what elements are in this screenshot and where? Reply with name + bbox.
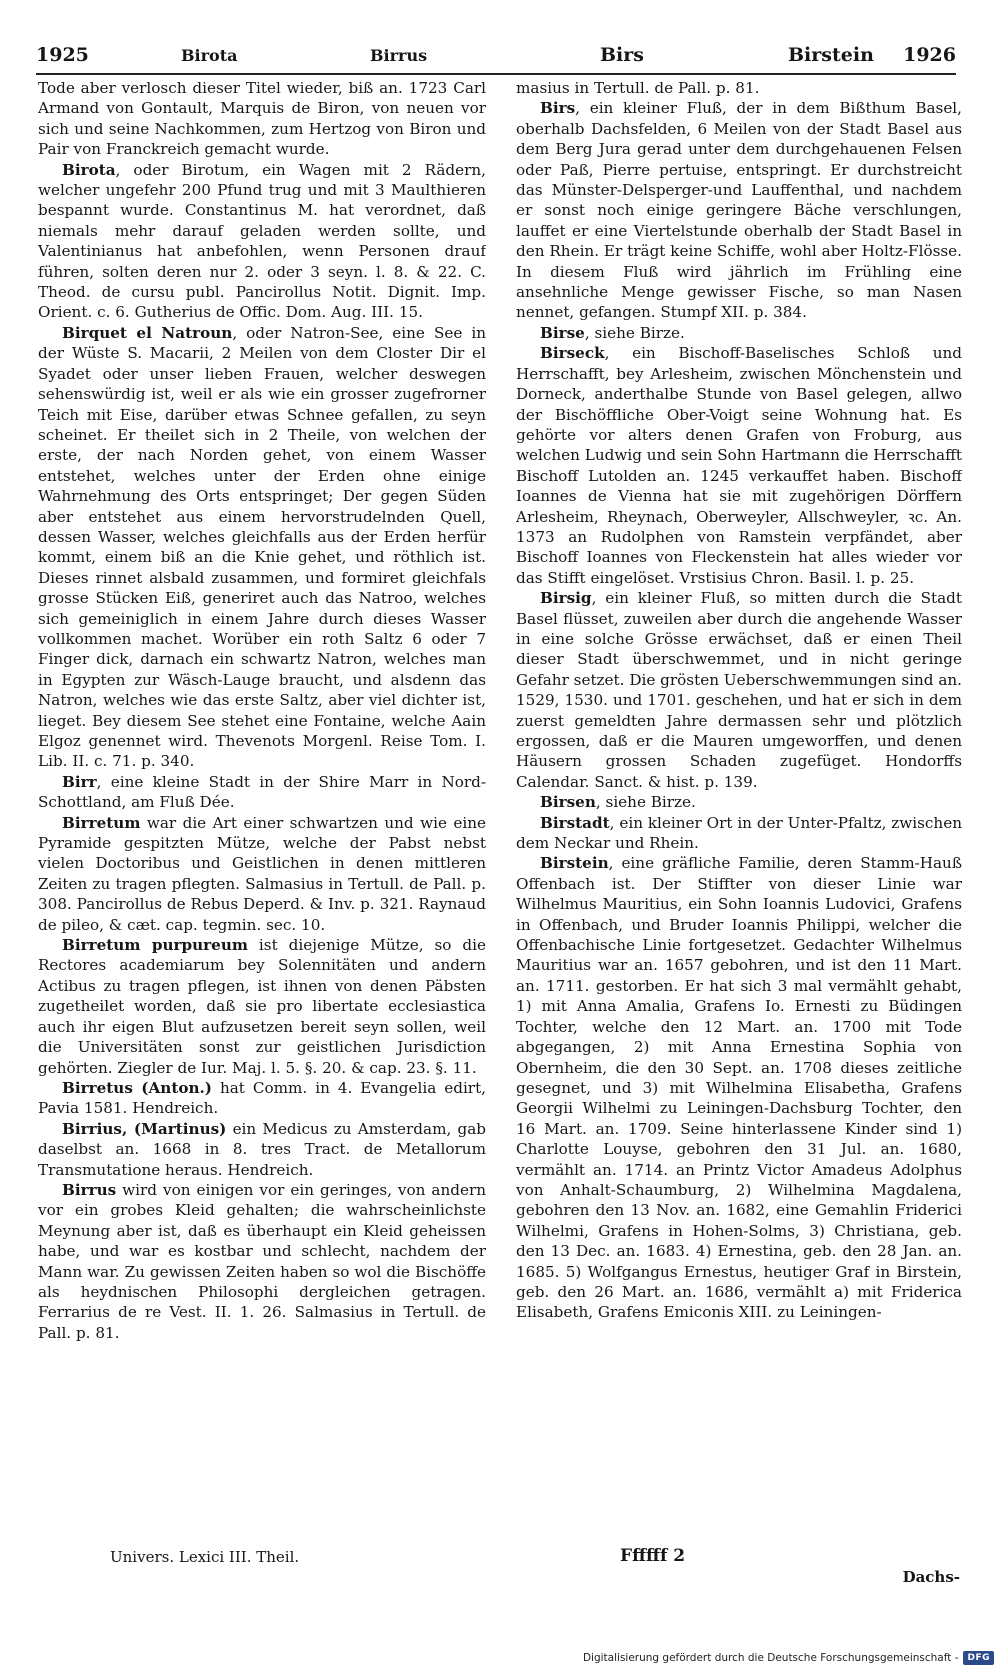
entry-headword: Birstadt: [540, 813, 610, 832]
entry-body: , ein kleiner Fluß, so mitten durch die Stadt Basel flüsset, zuweilen aber durch die angehende Wasser in eine solche Grösse erwächset, daß er einen Theil dieser Stadt überschwemmet, und in nicht geringe Gefahr setzet. Die grösten Ueberschwemmungen sind an. 1529, 1530. und 1701. geschehen, und hat er sich in dem zuerst gemeldten Jahre dermassen sehr und plötzlich ergossen, daß er die Mauren umgeworffen, und denen Häusern grossen Schaden zugefüget. Hondorffs Calendar. Sanct. & hist. p. 139.: [516, 589, 962, 791]
entry-headword: Birsen: [540, 793, 596, 812]
entry-headword: Birretum: [62, 813, 141, 832]
signature-mark: Ffffff 2: [620, 1546, 686, 1566]
entry-headword: Birs: [540, 99, 576, 118]
catchword: Dachs-: [902, 1568, 960, 1586]
lexicon-entry: [516, 853, 962, 1322]
running-header: [36, 40, 956, 72]
left-keyword-first: Birota: [181, 46, 238, 65]
entry-body: masius in Tertull. de Pall. p. 81.: [516, 79, 760, 97]
entry-body: hat Comm. in 4. Evangelia edirt, Pavia 1581. Hendreich.: [38, 1078, 486, 1118]
entry-headword: Birsig: [540, 589, 592, 608]
lexicon-entry: [516, 343, 962, 588]
attribution-text: Digitalisierung gefördert durch die Deutsche Forschungsgemeinschaft -: [582, 1652, 959, 1664]
entry-headword: Birse: [540, 323, 585, 342]
entry-body: Tode aber verlosch dieser Titel wieder, biß an. 1723 Carl Armand von Gontault, Marquis de Biron, von neuen vor sich und seine Nachkommen, zum Hertzog von Biron und Pair von Franckreich gemacht wurde.: [38, 79, 486, 159]
entry-body: war die Art einer schwartzen und wie eine Pyramide gespitzten Mütze, welche der Pabst nebst vielen Doctoribus und Geistlichen in denen mittleren Zeiten zu tragen pflegten. Salmasius in Tertull. de Pall. p. 308. Pancirollus de Rebus Deperd. & Inv. p. 321. Raynaud de pileo, & cæt. cap. tegmin. sec. 10.: [38, 813, 486, 934]
lexicon-entry: [38, 1078, 486, 1119]
entry-body: ist diejenige Mütze, so die Rectores academiarum bey Solennitäten und andern Actibus zu tragen pflegen, ist ihnen von denen Päbsten zugetheilet worden, daß sie pro libertate ecclesiastica auch ihr eigen Blut aufzusetzen bereit seyn sollen, weil die Universitäten sonst zur geistlichen Jurisdiction gehörten. Ziegler de Iur. Maj. l. 5. §. 20. & cap. 23. §. 11.: [38, 936, 486, 1077]
lexicon-entry: [516, 323, 962, 343]
entry-headword: Birseck: [540, 344, 605, 363]
lexicon-entry: [516, 813, 962, 854]
entry-body: , ein Bischoff-Baselisches Schloß und Herrschafft, bey Arlesheim, zwischen Mönchenstein und Dorneck, anderthalbe Stunde von Basel gelegen, allwo der Bischöffliche Ober-Voigt seine Wohnung hat. Es gehörte vor alters denen Grafen von Froburg, aus welchen Ludwig und sein Sohn Hartmann die Herrschafft Bischoff Lutolden an. 1245 verkauffet haben. Bischoff Ioannes de Vienna hat sie mit zugehörigen Dörffern Arlesheim, Rheynach, Oberweyler, Allschweyler, ꝛc. An. 1373 an Rudolphen von Ramstein verpfändet, aber Bischoff Ioannes von Fleckenstein hat alles wieder vor das Stifft eingelöset. Vrstisius Chron. Basil. l. p. 25.: [516, 344, 962, 587]
left-keyword-last: Birrus: [370, 46, 428, 65]
right-keyword-first: Birs: [600, 44, 644, 66]
volume-footer: Univers. Lexici III. Theil.: [110, 1548, 300, 1566]
continued-text: [516, 78, 962, 98]
lexicon-entry: [38, 1180, 486, 1343]
right-page-number: 1926: [903, 44, 956, 66]
entry-body: , eine gräfliche Familie, deren Stamm-Hauß Offenbach ist. Der Stiffter von dieser Linie war Wilhelmus Mauritius, ein Sohn Ioannis Ludovici, Grafens in Offenbach, und Bruder Ioannis Philippi, welcher die Offenbachische Linie fortgesetzet. Gedachter Wilhelmus Mauritius war an. 1657 gebohren, und ist den 11 Mart. an. 1711. gestorben. Er hat sich 3 mal vermählt gehabt, 1) mit Anna Amalia, Grafens Io. Ernesti zu Büdingen Tochter, welche den 12 Mart. an. 1700 mit Tode abgegangen, 2) mit Anna Ernestina Sophia von Obernheim, die den 30 Sept. an. 1708 dieses zeitliche gesegnet, und 3) mit Wilhelmina Elisabetha, Grafens Georgii Wilhelmi zu Leiningen-Dachsburg Tochter, den 16 Mart. an. 1709. Seine hinterlassene Kinder sind 1) Charlotte Louyse, gebohren den 31 Jul. an. 1680, vermählt an. 1714. an Printz Victor Amadeus Adolphus von Anhalt-Schaumburg, 2) Wilhelmina Magdalena, gebohren den 13 Nov. an. 1682, eine Gemahlin Friderici Wilhelmi, Grafens in Hohen-Solms, 3) Christiana, geb. den 13 Dec. an. 1683. 4) Ernestina, geb. den 28 Jan. an. 1685. 5) Wolfgangus Ernestus, heutiger Graf in Birstein, geb. den 26 Mart. an. 1686, vermählt a) mit Friderica Elisabeth, Grafens Emiconis XIII. zu Leiningen-: [516, 854, 962, 1322]
entry-body: , oder Natron-See, eine See in der Wüste S. Macarii, 2 Meilen von dem Closter Dir el Syadet oder unser lieben Frauen, welcher deswegen sehenswürdig ist, weil er als wie ein grosser zugefrorner Teich mit Eise, darüber etwas Schnee gefallen, zu seyn scheinet. Er theilet sich in 2 Theile, von welchen der erste, der nach Norden gehet, von einem Wasser entstehet, welches unter der Erden ohne einige Wahrnehmung des Orts entspringet; Der gegen Süden aber entstehet aus einem hervorstrudelnden Quell, dessen Wasser, welches gleichfalls aus der Erden herfür kommt, einem biß an die Knie gehet, und röthlich ist. Dieses rinnet alsbald zusammen, und formiret gleichfals grosse Stücken Eiß, generiret auch das Natroo, welches sich gemeiniglich in einem Jahre durch dieses Wasser vollkommen machet. Worüber ein roth Saltz 6 oder 7 Finger dick, darnach ein schwartz Natron, welches man in Egypten zur Wäsch-Lauge braucht, und alsdenn das Natron, welches wie das erste Saltz, aber viel dichter ist, lieget. Bey diesem See stehet eine Fontaine, welche Aain Elgoz genennet wird. Thevenots Morgenl. Reise Tom. I. Lib. II. c. 71. p. 340.: [38, 323, 486, 771]
entry-headword: Birr: [62, 772, 97, 791]
entry-body: wird von einigen vor ein geringes, von andern vor ein grobes Kleid gehalten; die wahrscheinlichste Meynung aber ist, daß es überhaupt ein Kleid geheissen habe, und war es kostbar und schlecht, nachdem der Mann war. Zu gewissen Zeiten haben so wol die Bischöffe als heydnischen Philosophi dergleichen getragen. Ferrarius de re Vest. II. 1. 26. Salmasius in Tertull. de Pall. p. 81.: [38, 1180, 486, 1342]
entry-body: , ein kleiner Fluß, der in dem Bißthum Basel, oberhalb Dachsfelden, 6 Meilen von der Stadt Basel aus dem Berg Jura gerad unter dem durchgehauenen Felsen oder Paß, Pierre pertuise, entspringt. Er durchstreicht das Münster-Delsperger-und Lauffenthal, und nachdem er sonst noch einige geringere Bäche verschlungen, lauffet er eine Viertelstunde oberhalb der Stadt Basel in den Rhein. Er trägt keine Schiffe, wohl aber Holtz-Flösse. In diesem Fluß wird jährlich im Frühling eine ansehnliche Menge gewisser Fische, so man Nasen nennet, gefangen. Stumpf XII. p. 384.: [516, 99, 962, 322]
entry-headword: Birstein: [540, 854, 609, 873]
entry-body: ein Medicus zu Amsterdam, gab daselbst an. 1668 in 8. tres Tract. de Metallorum Transmutatione heraus. Hendreich.: [38, 1119, 486, 1179]
lexicon-entry: [38, 160, 486, 323]
entry-headword: Birretum purpureum: [62, 936, 248, 955]
entry-headword: Birquet el Natroun: [62, 323, 233, 342]
lexicon-entry: [38, 935, 486, 1078]
right-keyword-last: Birstein: [788, 44, 874, 66]
lexicon-entry: [38, 323, 486, 772]
entry-body: , oder Birotum, ein Wagen mit 2 Rädern, welcher ungefehr 200 Pfund trug und mit 3 Maulthieren bespannt wurde. Constantinus M. hat verordnet, daß niemals mehr darauf geladen werden sollte, und Valentinianus hat anbefohlen, wenn Personen drauf führen, solten deren nur 2. oder 3 seyn. l. 8. & 22. C. Theod. de cursu publ. Pancirollus Notit. Dignit. Imp. Orient. c. 6. Gutherius de Offic. Dom. Aug. III. 15.: [38, 160, 486, 322]
entry-body: , ein kleiner Ort in der Unter-Pfaltz, zwischen dem Neckar und Rhein.: [516, 813, 962, 853]
left-text-column: [38, 78, 486, 1548]
continued-text: [38, 78, 486, 160]
right-text-column: [516, 78, 962, 1548]
lexicon-entry: [516, 98, 962, 322]
digitization-attribution: [583, 1649, 994, 1667]
entry-body: , siehe Birze.: [595, 793, 696, 812]
lexicon-entry: [38, 772, 486, 813]
entry-headword: Birota: [62, 160, 116, 179]
dfg-logo-icon: DFG: [963, 1651, 994, 1665]
header-rule: [36, 73, 956, 75]
entry-body: , siehe Birze.: [584, 323, 685, 342]
entry-headword: Birrus: [62, 1180, 117, 1199]
lexicon-entry: [516, 588, 962, 792]
lexicon-entry: [516, 792, 962, 812]
lexicon-entry: [38, 1119, 486, 1180]
left-page-number: 1925: [36, 44, 89, 66]
entry-headword: Birrius, (Martinus): [62, 1119, 227, 1138]
lexicon-entry: [38, 813, 486, 935]
entry-body: , eine kleine Stadt in der Shire Marr in Nord-Schottland, am Fluß Dée.: [38, 772, 486, 812]
entry-headword: Birretus (Anton.): [62, 1078, 212, 1097]
